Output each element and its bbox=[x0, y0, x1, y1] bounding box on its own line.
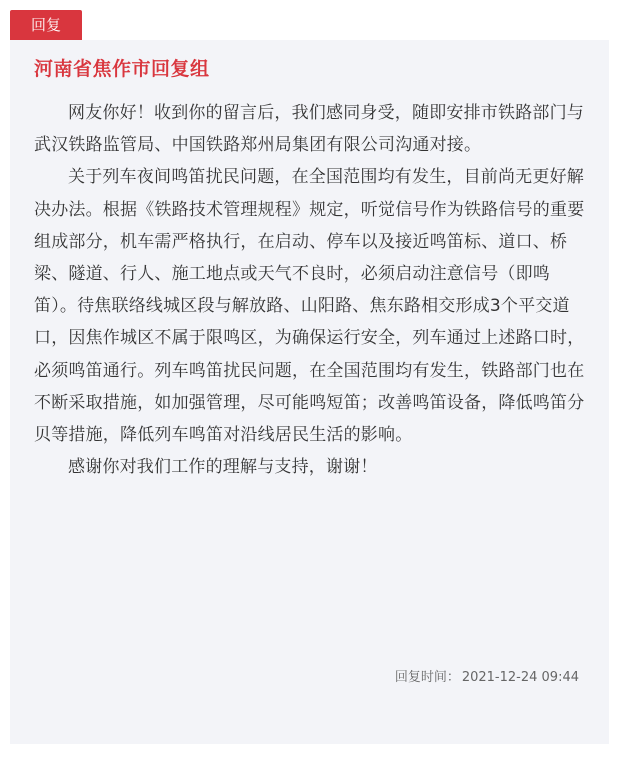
reply-paragraph-2: 关于列车夜间鸣笛扰民问题，在全国范围均有发生，目前尚无更好解决办法。根据《铁路技术管理规程》规定，听觉信号作为铁路信号的重要组成部分，机车需严格执行，在启动、停车以及接近鸣笛标、道口、桥梁、隧道、行人、施工地点或天气不良时，必须启动注意信号（即鸣笛）。待焦联络线城区段与解放路、山阳路、焦东路相交形成3个平交道口，因焦作城区不属于限鸣区，为确保运行安全，列车通过上述路口时，必须鸣笛通行。列车鸣笛扰民问题，在全国范围均有发生，铁路部门也在不断采取措施，如加强管理，尽可能鸣短笛；改善鸣笛设备，降低鸣笛分贝等措施，降低列车鸣笛对沿线居民生活的影响。 bbox=[34, 167, 585, 446]
reply-tab: 回复 bbox=[10, 10, 82, 40]
reply-body bbox=[34, 97, 587, 483]
reply-time-value: 2021-12-24 09:44 bbox=[461, 670, 579, 685]
reply-paragraph-1: 网友你好！收到你的留言后，我们感同身受，随即安排市铁路部门与武汉铁路监管局、中国铁路郑州局集团有限公司沟通对接。 bbox=[34, 103, 584, 156]
reply-time-label: 回复时间： bbox=[394, 670, 460, 685]
reply-panel bbox=[10, 40, 609, 744]
reply-org-title: 河南省焦作市回复组 bbox=[34, 58, 210, 80]
reply-timestamp bbox=[393, 668, 579, 688]
reply-paragraph-3: 感谢你对我们工作的理解与支持，谢谢！ bbox=[68, 457, 378, 478]
